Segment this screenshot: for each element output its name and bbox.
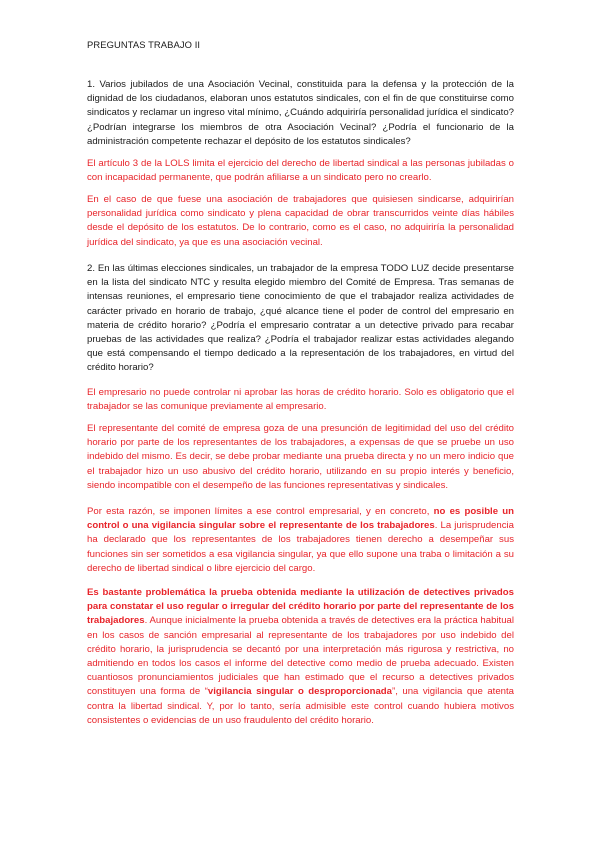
answer-1-paragraph-1: El artículo 3 de la LOLS limita el ejercicio del derecho de libertad sindical a las personas jubiladas o con incapacidad permanente, que podrán afiliarse a un sindicato pero no crearlo. [87,158,514,184]
document-title: PREGUNTAS TRABAJO II [87,39,201,50]
answer-2-paragraph-2: El representante del comité de empresa goza de una presunción de legitimidad del uso del crédito horario por parte de los representantes de los trabajadores, a expensas de que se pruebe un uso indebido del mismo. Es decir, se debe probar mediante una prueba directa y no un mero indicio que el trabajador hizo un uso abusivo del crédito horario, utilizando en su propio interés y beneficio, siendo incompatible con el desempeño de las funciones representativas y sindicales. [87,423,514,491]
answer-1-paragraph-2: En el caso de que fuese una asociación de trabajadores que quisiesen sindicarse, adquirirían personalidad jurídica como sindicato y plena capacidad de obrar transcurridos veinte días hábiles desde el depósito de los estatutos. De lo contrario, como es el caso, no adquiriría la personalidad jurídica del sindicato, ya que es una asociación vecinal. [87,194,514,248]
answer-2-paragraph-4-quote: vigilancia singular o desproporcionada [207,686,393,698]
answer-2-paragraph-4 [87,586,514,728]
answer-2-paragraph-4-body: . Aunque inicialmente la prueba obtenida a través de detectives era la práctica habitual en los casos de sanción empresarial al representante de los trabajadores por uso indebido del crédito horario, la jurisprudencia se decantó por una interpretación más rigurosa y restrictiva, no admitiendo en todos los casos el informe del detective como medio de prueba adecuado. Existen cuantiosos pronunciamientos judiciales que han estimado que el recurso a detectives privados constituyen una forma de “ [87,615,514,698]
answer-2-paragraph-3-intro: Por esta razón, se imponen límites a ese control empresarial, y en concreto, [87,506,434,517]
question-1: 1. Varios jubilados de una Asociación Vecinal, constituida para la defensa y la protección de la dignidad de los ciudadanos, elaboran unos estatutos sindicales, con el fin de que constituirse como sindicatos y reclamar un ingreso vital mínimo, ¿Cuándo adquiriría personalidad jurídica el sindicato? ¿Podrían integrarse los miembros de otra Asociación Vecinal? ¿Podría el funcionario de la administración competente rechazar el depósito de los estatutos sindicales? [87,79,514,147]
answer-2-paragraph-4-end: ”, una vigilancia que atenta contra la libertad sindical. Y, por lo tanto, sería admisible este control cuando hubiera motivos consistentes o evidencias de un uso fraudulento del crédito horario. [87,686,515,726]
answer-2-paragraph-3-rest: . La jurisprudencia ha declarado que los representantes de los trabajadores tienen derecho a desempeñar sus funciones sin ser sometidos a esa vigilancia singular, ya que ello supone una traba o limitación a su derecho de libertad sindical o libre ejercicio del cargo. [87,520,514,574]
question-2: 2. En las últimas elecciones sindicales, un trabajador de la empresa TODO LUZ decide presentarse en la lista del sindicato NTC y resulta elegido miembro del Comité de Empresa. Tras semanas de intensas reuniones, el empresario tiene conocimiento de que el trabajador realiza actividades de carácter privado en horario de trabajo, ¿qué alcance tiene el poder de control del empresario en materia de crédito horario? ¿Podría el empresario contratar a un detective privado para recabar pruebas de las actividades que realiza? ¿Podría el trabajador realizar estas actividades alegando que está compensando el tiempo dedicado a la representación de los trabajadores, en virtud del crédito horario? [87,263,514,374]
answer-2-paragraph-3-emphasis: no es posible un control o una vigilancia singular sobre el representante de los trabajadores [87,506,514,532]
answer-2-paragraph-3 [87,505,514,576]
answer-2-paragraph-1: El empresario no puede controlar ni aprobar las horas de crédito horario. Solo es obligatorio que el trabajador se las comunique previamente al empresario. [87,387,514,413]
answer-2-paragraph-4-emphasis: Es bastante problemática la prueba obtenida mediante la utilización de detectives privados para constatar el uso regular o irregular del crédito horario por parte del representante de los trabajadores [87,587,514,627]
